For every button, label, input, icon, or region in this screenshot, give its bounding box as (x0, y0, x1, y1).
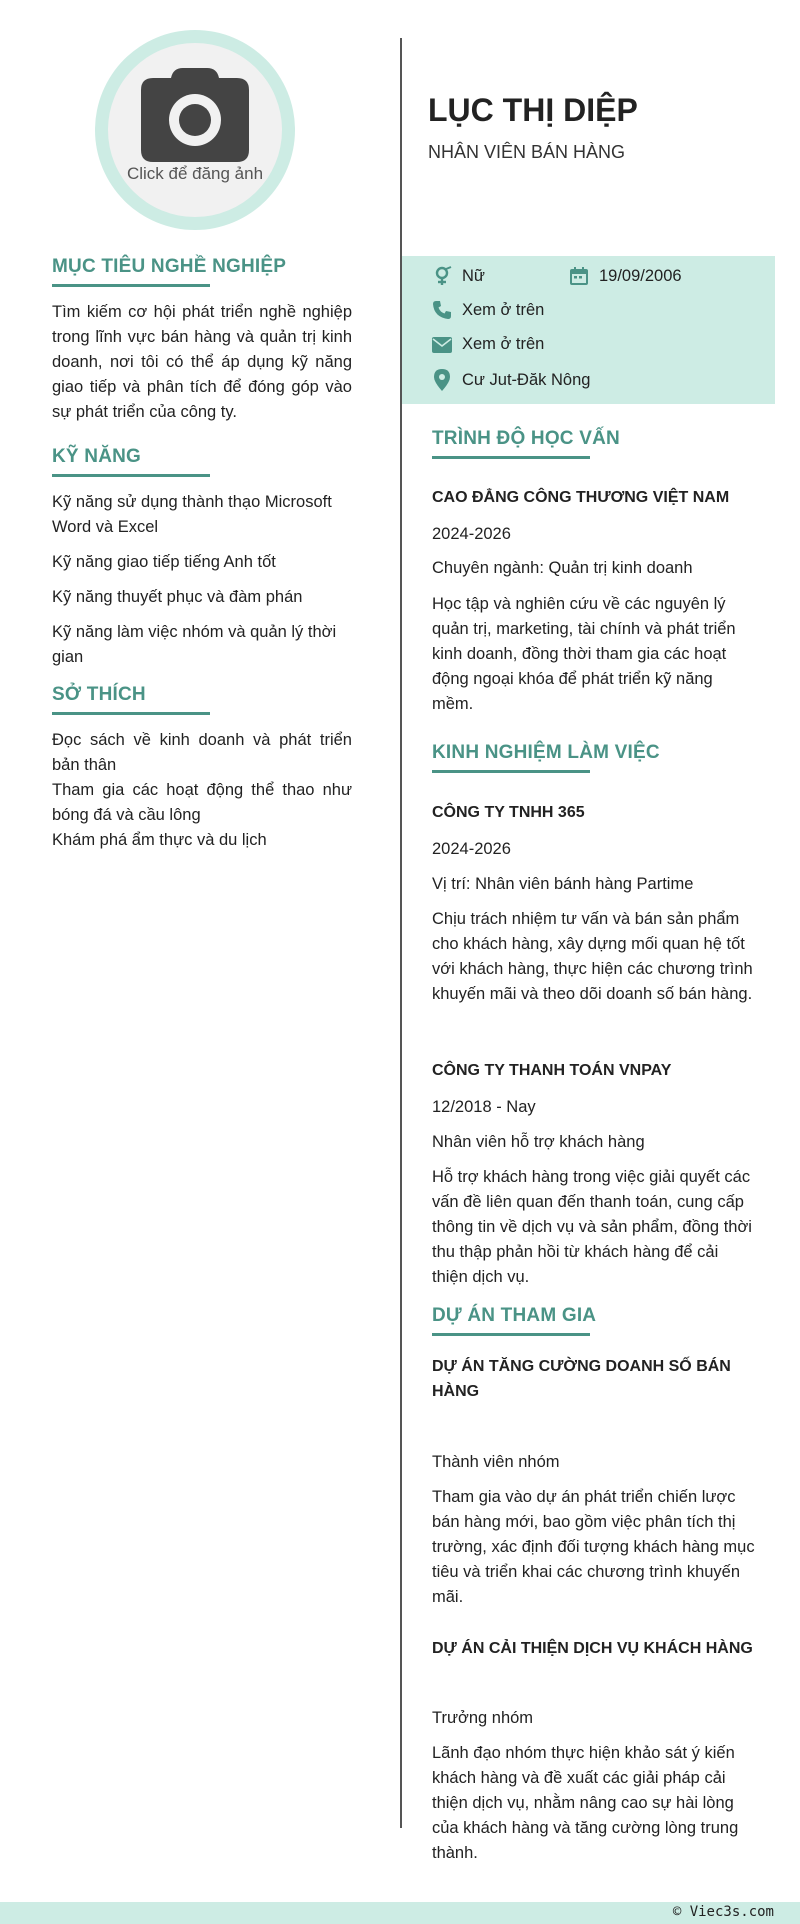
education-heading: TRÌNH ĐỘ HỌC VẤN (432, 428, 620, 449)
projects-heading-underline (432, 1333, 590, 1336)
skill-item: Kỹ năng làm việc nhóm và quản lý thời gian (52, 623, 337, 666)
experience-heading: KINH NGHIỆM LÀM VIỆC (432, 742, 660, 763)
skills-heading-underline (52, 474, 210, 477)
education-heading-underline (432, 456, 590, 459)
job-company: CÔNG TY TNHH 365 (432, 804, 585, 821)
objective-heading-underline (52, 284, 210, 287)
job-position: Nhân viên hỗ trợ khách hàng (432, 1133, 645, 1151)
job-position: Vị trí: Nhân viên bánh hàng Partime (432, 875, 694, 893)
education-major: Chuyên ngành: Quản trị kinh doanh (432, 559, 693, 577)
gender-value: Nữ (462, 266, 485, 285)
hobby-item: Đọc sách về kinh doanh và phát triển bản thân (52, 731, 352, 774)
project-description: Lãnh đạo nhóm thực hiện khảo sát ý kiến khách hàng và đề xuất các giải pháp cải thiện dịch vụ, nhằm nâng cao sự hài lòng của khách hàng và tăng cường lòng trung thành. (432, 1744, 739, 1862)
job-description: Chịu trách nhiệm tư vấn và bán sản phẩm cho khách hàng, xây dựng mối quan hệ tốt với khách hàng, thực hiện các chương trình khuyến mãi và theo dõi doanh số bán hàng. (432, 910, 753, 1003)
project-name: DỰ ÁN CẢI THIỆN DỊCH VỤ KHÁCH HÀNG (432, 1640, 753, 1657)
phone-value[interactable]: Xem ở trên (462, 300, 545, 319)
skill-item: Kỹ năng thuyết phục và đàm phán (52, 588, 303, 606)
skills-list (52, 490, 352, 680)
project-role: Thành viên nhóm (432, 1453, 560, 1471)
projects-section (432, 1305, 758, 1336)
birthday-row (569, 266, 682, 286)
phone-icon (432, 300, 452, 320)
experience-heading-underline (432, 770, 590, 773)
gender-icon (432, 266, 452, 286)
footer-bar (0, 1902, 800, 1924)
skills-heading: KỸ NĂNG (52, 446, 142, 467)
address-row (432, 369, 590, 391)
education-period: 2024-2026 (432, 525, 511, 543)
objective-section (52, 256, 352, 287)
skills-section (52, 446, 352, 477)
skill-item: Kỹ năng giao tiếp tiếng Anh tốt (52, 553, 276, 571)
projects-heading: DỰ ÁN THAM GIA (432, 1305, 597, 1326)
experience-section (432, 742, 758, 773)
location-pin-icon (432, 369, 452, 391)
address-value: Cư Jut-Đăk Nông (462, 370, 591, 389)
job-description: Hỗ trợ khách hàng trong việc giải quyết các vấn đề liên quan đến thanh toán, cung cấp thông tin về dịch vụ và sản phẩm, đồng thời thu thập phản hồi từ khách hàng để cải thiện dịch vụ. (432, 1168, 752, 1286)
hobbies-heading-underline (52, 712, 210, 715)
camera-icon[interactable] (141, 66, 249, 162)
objective-heading: MỤC TIÊU NGHỀ NGHIỆP (52, 256, 287, 277)
hobbies-section (52, 684, 352, 715)
email-row (432, 335, 544, 354)
job-period: 2024-2026 (432, 840, 511, 858)
gender-row (432, 266, 485, 286)
education-description: Học tập và nghiên cứu về các nguyên lý quản trị, marketing, tài chính và phát triển kinh doanh, đồng thời tham gia các hoạt động ngoại khóa để phát triển kỹ năng mềm. (432, 595, 736, 713)
hobby-item: Tham gia các hoạt động thể thao như bóng đá và cầu lông (52, 781, 352, 824)
job-period: 12/2018 - Nay (432, 1098, 536, 1116)
project-description: Tham gia vào dự án phát triển chiến lược bán hàng mới, bao gồm việc phân tích thị trường, xác định đối tượng khách hàng mục tiêu và triển khai các chương trình khuyến mãi. (432, 1488, 755, 1606)
project-name: DỰ ÁN TĂNG CƯỜNG DOANH SỐ BÁN HÀNG (432, 1358, 731, 1400)
hobbies-heading: SỞ THÍCH (52, 684, 146, 705)
education-section (432, 428, 758, 459)
hobby-item: Khám phá ẩm thực và du lịch (52, 831, 267, 849)
birthday-value: 19/09/2006 (599, 266, 682, 285)
footer-copyright: © Viec3s.com (672, 1904, 774, 1920)
hobbies-list (52, 728, 352, 853)
phone-row (432, 300, 544, 320)
candidate-title: NHÂN VIÊN BÁN HÀNG (428, 142, 626, 162)
education-school: CAO ĐẲNG CÔNG THƯƠNG VIỆT NAM (432, 489, 730, 506)
skill-item: Kỹ năng sử dụng thành thạo Microsoft Word và Excel (52, 493, 332, 536)
calendar-icon (569, 266, 589, 286)
email-icon (432, 337, 452, 353)
candidate-name: LỤC THỊ DIỆP (428, 92, 638, 128)
project-role: Trưởng nhóm (432, 1709, 534, 1727)
email-value[interactable]: Xem ở trên (462, 335, 545, 353)
avatar-upload-caption[interactable]: Click để đăng ảnh (126, 164, 264, 183)
objective-text: Tìm kiếm cơ hội phát triển nghề nghiệp trong lĩnh vực bán hàng và quản trị kinh doanh, nơi tôi có thể áp dụng kỹ năng giao tiếp và phân tích để đóng góp vào sự phát triển của công ty. (52, 303, 352, 421)
job-company: CÔNG TY THANH TOÁN VNPAY (432, 1062, 672, 1079)
